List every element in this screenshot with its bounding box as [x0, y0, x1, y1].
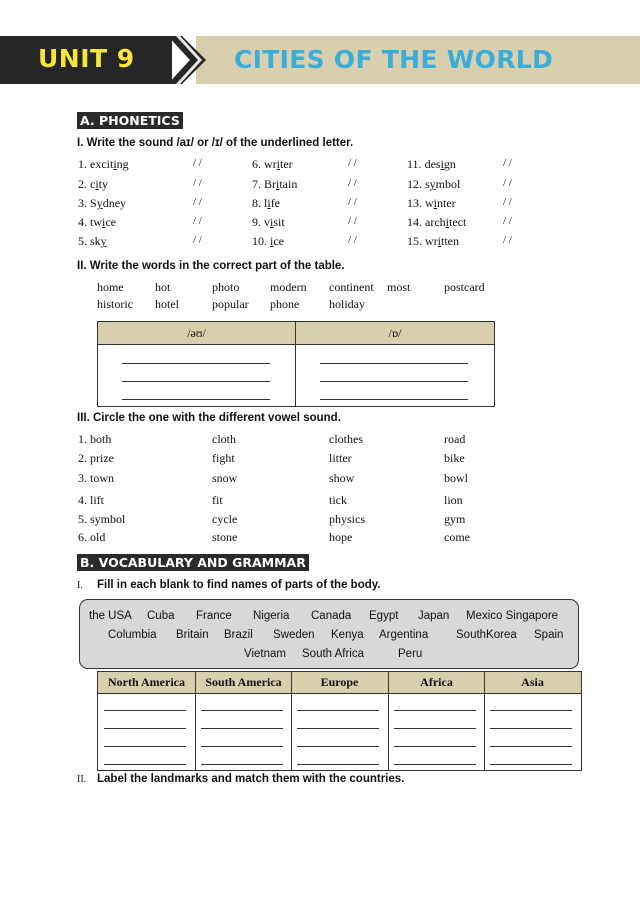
answer-line[interactable]: [122, 363, 270, 364]
page-title: CITIES OF THE WORLD: [234, 45, 554, 74]
answer-line[interactable]: [394, 746, 476, 747]
vowel-option[interactable]: fit: [212, 493, 223, 507]
section-a-tag: A. PHONETICS: [77, 112, 183, 129]
answer-line[interactable]: [394, 710, 476, 711]
answer-line[interactable]: [490, 728, 572, 729]
vowel-option[interactable]: litter: [329, 451, 352, 465]
question-b2: Label the landmarks and match them with the countries.: [97, 773, 405, 785]
vowel-option[interactable]: 6. old: [78, 530, 106, 544]
answer-line[interactable]: [297, 746, 379, 747]
sound-answer-slot[interactable]: / /: [503, 215, 512, 227]
phonetics-word: 14. architect: [407, 215, 467, 229]
answer-line[interactable]: [320, 399, 468, 400]
sound-answer-slot[interactable]: / /: [503, 157, 512, 169]
answer-line[interactable]: [320, 381, 468, 382]
sound-answer-slot[interactable]: / /: [348, 196, 357, 208]
continent-header: Africa: [388, 672, 485, 694]
vowel-option[interactable]: come: [444, 530, 470, 544]
continent-header: Asia: [484, 672, 581, 694]
vowel-option[interactable]: 3. town: [78, 471, 114, 485]
answer-line[interactable]: [104, 746, 186, 747]
answer-line[interactable]: [297, 728, 379, 729]
word-bank-item: phone: [270, 297, 300, 311]
answer-line[interactable]: [490, 764, 572, 765]
phonetics-word: 11. design: [407, 157, 456, 171]
vowel-option[interactable]: stone: [212, 530, 238, 544]
phonetics-word: 1. exciting: [78, 157, 129, 171]
sound-answer-slot[interactable]: / /: [348, 157, 357, 169]
answer-line[interactable]: [122, 399, 270, 400]
country-word: SouthKorea: [456, 629, 517, 641]
sound-table: [97, 321, 495, 407]
sound-answer-slot[interactable]: / /: [503, 196, 512, 208]
answer-line[interactable]: [297, 764, 379, 765]
word-bank-item: holiday: [329, 297, 365, 311]
section-b-tag: B. VOCABULARY AND GRAMMAR: [77, 554, 309, 571]
country-word: Argentina: [379, 629, 429, 641]
phonetics-word: 7. Britain: [252, 177, 298, 191]
country-word: Japan: [418, 610, 450, 622]
vowel-option[interactable]: fight: [212, 451, 235, 465]
answer-line[interactable]: [490, 710, 572, 711]
sound-answer-slot[interactable]: / /: [348, 234, 357, 246]
unit-banner: [0, 36, 640, 84]
sound-answer-slot[interactable]: / /: [193, 177, 202, 189]
country-word: Sweden: [273, 629, 315, 641]
country-word: Spain: [534, 629, 564, 641]
answer-line[interactable]: [297, 710, 379, 711]
vowel-option[interactable]: gym: [444, 512, 466, 526]
phonetics-word: 8. life: [252, 196, 281, 210]
answer-line[interactable]: [490, 746, 572, 747]
sound-answer-slot[interactable]: / /: [193, 196, 202, 208]
answer-line[interactable]: [201, 764, 283, 765]
phonetics-word: 15. written: [407, 234, 460, 248]
vowel-option[interactable]: bike: [444, 451, 465, 465]
sound-table-header-o: /ɒ/: [296, 322, 494, 345]
question-a1: I. Write the sound /aɪ/ or /ɪ/ of the underlined letter.: [77, 137, 354, 149]
unit-label: UNIT 9: [38, 44, 135, 73]
answer-line[interactable]: [320, 363, 468, 364]
country-word: Peru: [398, 648, 423, 660]
country-word: Canada: [311, 610, 352, 622]
word-bank-item: most: [387, 280, 411, 294]
country-word: Nigeria: [253, 610, 290, 622]
phonetics-word: 3. Sydney: [78, 196, 127, 210]
answer-line[interactable]: [201, 710, 283, 711]
country-word: Kenya: [331, 629, 364, 641]
vowel-option[interactable]: cloth: [212, 432, 236, 446]
answer-line[interactable]: [104, 710, 186, 711]
vowel-option[interactable]: clothes: [329, 432, 363, 446]
vowel-option[interactable]: snow: [212, 471, 238, 485]
vowel-option[interactable]: road: [444, 432, 466, 446]
phonetics-word: 2. city: [78, 177, 109, 191]
continent-header: North America: [98, 672, 195, 694]
country-word: Columbia: [108, 629, 157, 641]
vowel-option[interactable]: 5. symbol: [78, 512, 126, 526]
word-bank-item: modern: [270, 280, 307, 294]
word-bank-item: hotel: [155, 297, 179, 311]
country-word: the USA: [89, 610, 132, 622]
phonetics-word: 10. ice: [252, 234, 284, 248]
sound-answer-slot[interactable]: / /: [348, 177, 357, 189]
continent-header: South America: [195, 672, 292, 694]
arrow-chevron-icon: [168, 36, 208, 84]
vowel-option[interactable]: tick: [329, 493, 347, 507]
sound-answer-slot[interactable]: / /: [193, 157, 202, 169]
continent-table: [97, 671, 582, 771]
country-word: Cuba: [147, 610, 175, 622]
question-a3: III. Circle the one with the different vowel sound.: [77, 412, 341, 424]
country-box: [79, 599, 579, 669]
phonetics-word: 5. sky: [78, 234, 107, 248]
answer-line[interactable]: [394, 728, 476, 729]
country-word: Brazil: [224, 629, 253, 641]
vowel-option[interactable]: lion: [444, 493, 463, 507]
phonetics-word: 12. symbol: [407, 177, 461, 191]
country-word: Mexico Singapore: [466, 610, 559, 622]
phonetics-word: 9. visit: [252, 215, 285, 229]
vowel-option[interactable]: 4. lift: [78, 493, 104, 507]
sound-answer-slot[interactable]: / /: [503, 234, 512, 246]
country-word: Britain: [176, 629, 209, 641]
continent-header: Europe: [291, 672, 388, 694]
vowel-option[interactable]: show: [329, 471, 355, 485]
answer-line[interactable]: [122, 381, 270, 382]
phonetics-word: 6. writer: [252, 157, 293, 171]
word-bank-item: home: [97, 280, 124, 294]
answer-line[interactable]: [201, 728, 283, 729]
sound-table-header-ou: /əʊ/: [98, 322, 295, 345]
sound-answer-slot[interactable]: / /: [193, 234, 202, 246]
word-bank-item: hot: [155, 280, 171, 294]
vowel-option[interactable]: 1. both: [78, 432, 112, 446]
sound-answer-slot[interactable]: / /: [348, 215, 357, 227]
word-bank-item: photo: [212, 280, 240, 294]
answer-line[interactable]: [394, 764, 476, 765]
country-word: Vietnam: [244, 648, 286, 660]
question-b2-number: II.: [77, 774, 87, 785]
country-word: South Africa: [302, 648, 365, 660]
phonetics-word: 4. twice: [78, 215, 116, 229]
country-word: Egypt: [369, 610, 399, 622]
word-bank-item: historic: [97, 297, 133, 311]
question-b1-number: I.: [77, 580, 83, 591]
answer-line[interactable]: [201, 746, 283, 747]
word-bank-item: continent: [329, 280, 374, 294]
sound-answer-slot[interactable]: / /: [503, 177, 512, 189]
vowel-option[interactable]: bowl: [444, 471, 468, 485]
vowel-option[interactable]: hope: [329, 530, 353, 544]
answer-line[interactable]: [104, 764, 186, 765]
vowel-option[interactable]: 2. prize: [78, 451, 114, 465]
vowel-option[interactable]: cycle: [212, 512, 238, 526]
word-bank-item: postcard: [444, 280, 485, 294]
answer-line[interactable]: [104, 728, 186, 729]
question-b1: Fill in each blank to find names of parts of the body.: [97, 579, 381, 591]
country-word: France: [196, 610, 232, 622]
sound-answer-slot[interactable]: / /: [193, 215, 202, 227]
vowel-option[interactable]: physics: [329, 512, 365, 526]
word-bank-item: popular: [212, 297, 249, 311]
phonetics-word: 13. winter: [407, 196, 456, 210]
question-a2: II. Write the words in the correct part of the table.: [77, 260, 345, 272]
